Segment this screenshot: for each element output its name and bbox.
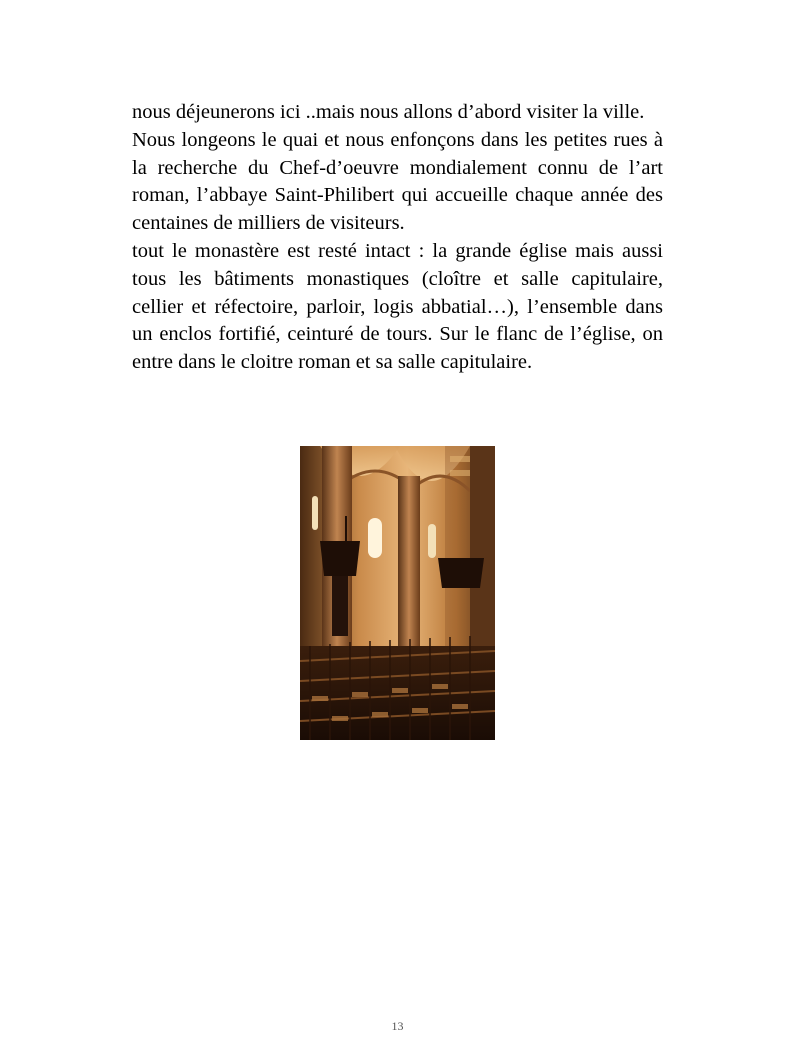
church-interior-photo [300, 446, 495, 740]
paragraph-3: tout le monastère est resté intact : la grande église mais aussi tous les bâtiments monastiques (cloître et salle capitulaire, cellier et réfectoire, parloir, logis abbatial…), l’ensemble dans un enclos fortifié, ceinturé de tours. Sur le flanc de l’église, on entre dans le cloitre roman et sa salle capitulaire. [132, 239, 663, 374]
body-text [132, 99, 663, 377]
paragraph-1: nous déjeunerons ici ..mais nous allons d’abord visiter la ville. [132, 101, 645, 123]
paragraph-2: Nous longeons le quai et nous enfonçons dans les petites rues à la recherche du Chef-d’oeuvre mondialement connu de l’art roman, l’abbaye Saint-Philibert qui accueille chaque année des centaines de milliers de visiteurs. [132, 128, 663, 235]
page-number: 13 [391, 1019, 404, 1033]
